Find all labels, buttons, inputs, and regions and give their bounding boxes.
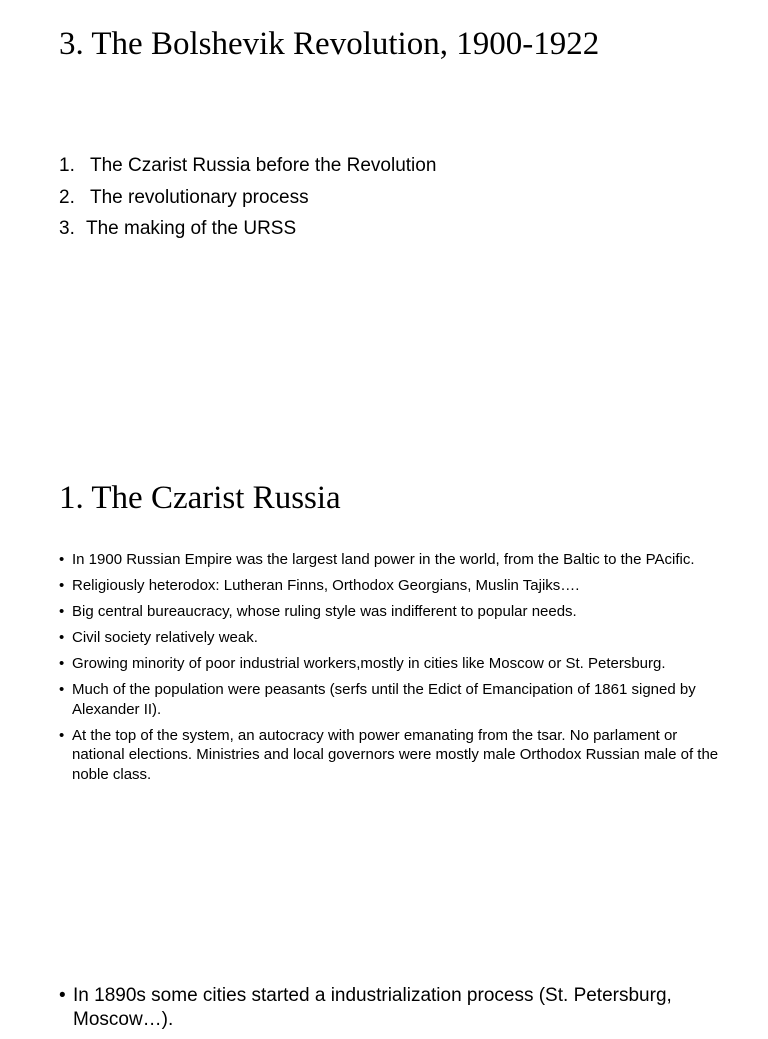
item-number: 2. [59, 186, 75, 208]
bullet-icon: • [59, 629, 65, 646]
item-text: The making of the URSS [86, 218, 297, 240]
bullet-icon: • [59, 681, 65, 698]
item-number: 1. [59, 155, 75, 176]
bullet-icon: • [59, 655, 65, 672]
list-item [59, 182, 436, 214]
list-item [59, 726, 719, 785]
list-item [59, 550, 719, 570]
item-text: In 1890s some cities started a industrialization process (St. Petersburg, Moscow…). [73, 985, 672, 1030]
slide-contents [0, 0, 768, 400]
item-text: The revolutionary process [90, 186, 309, 208]
bullet-icon: • [59, 603, 65, 620]
list-item [59, 680, 719, 719]
item-text: Religiously heterodox: Lutheran Finns, Orthodox Georgians, Muslin Tajiks…. [72, 577, 580, 594]
item-text: Growing minority of poor industrial workers,mostly in cities like Moscow or St. Petersburg. [72, 655, 666, 672]
item-text: Much of the population were peasants (serfs until the Edict of Emancipation of 1861 signed by Alexander II). [72, 681, 696, 718]
bullet-list [59, 984, 719, 1039]
item-text: At the top of the system, an autocracy with power emanating from the tsar. No parlament or national elections. Ministries and local governors were mostly male Orthodox Russian male of the noble class. [72, 726, 719, 783]
item-number: 3. [59, 218, 75, 240]
list-item [59, 628, 719, 648]
slide-czarist-russia [0, 470, 768, 890]
list-item [59, 150, 436, 182]
slide-industrialization [0, 976, 768, 1030]
list-item [59, 984, 719, 1032]
contents-list [59, 150, 436, 245]
bullet-icon: • [59, 577, 65, 594]
list-item [59, 576, 719, 596]
bullet-icon: • [59, 985, 66, 1006]
list-item [59, 213, 436, 245]
bullet-icon: • [59, 726, 65, 744]
slide-title: 1. The Czarist Russia [59, 480, 341, 516]
item-text: Big central bureaucracy, whose ruling style was indifferent to popular needs. [72, 603, 577, 620]
slide-title: 3. The Bolshevik Revolution, 1900-1922 [59, 26, 600, 62]
bullet-icon: • [59, 551, 65, 568]
list-item [59, 602, 719, 622]
item-text: Civil society relatively weak. [72, 629, 258, 646]
bullet-list [59, 550, 719, 791]
list-item [59, 654, 719, 674]
item-text: In 1900 Russian Empire was the largest land power in the world, from the Baltic to the PAcific. [72, 551, 695, 568]
item-text: The Czarist Russia before the Revolution [90, 155, 437, 176]
